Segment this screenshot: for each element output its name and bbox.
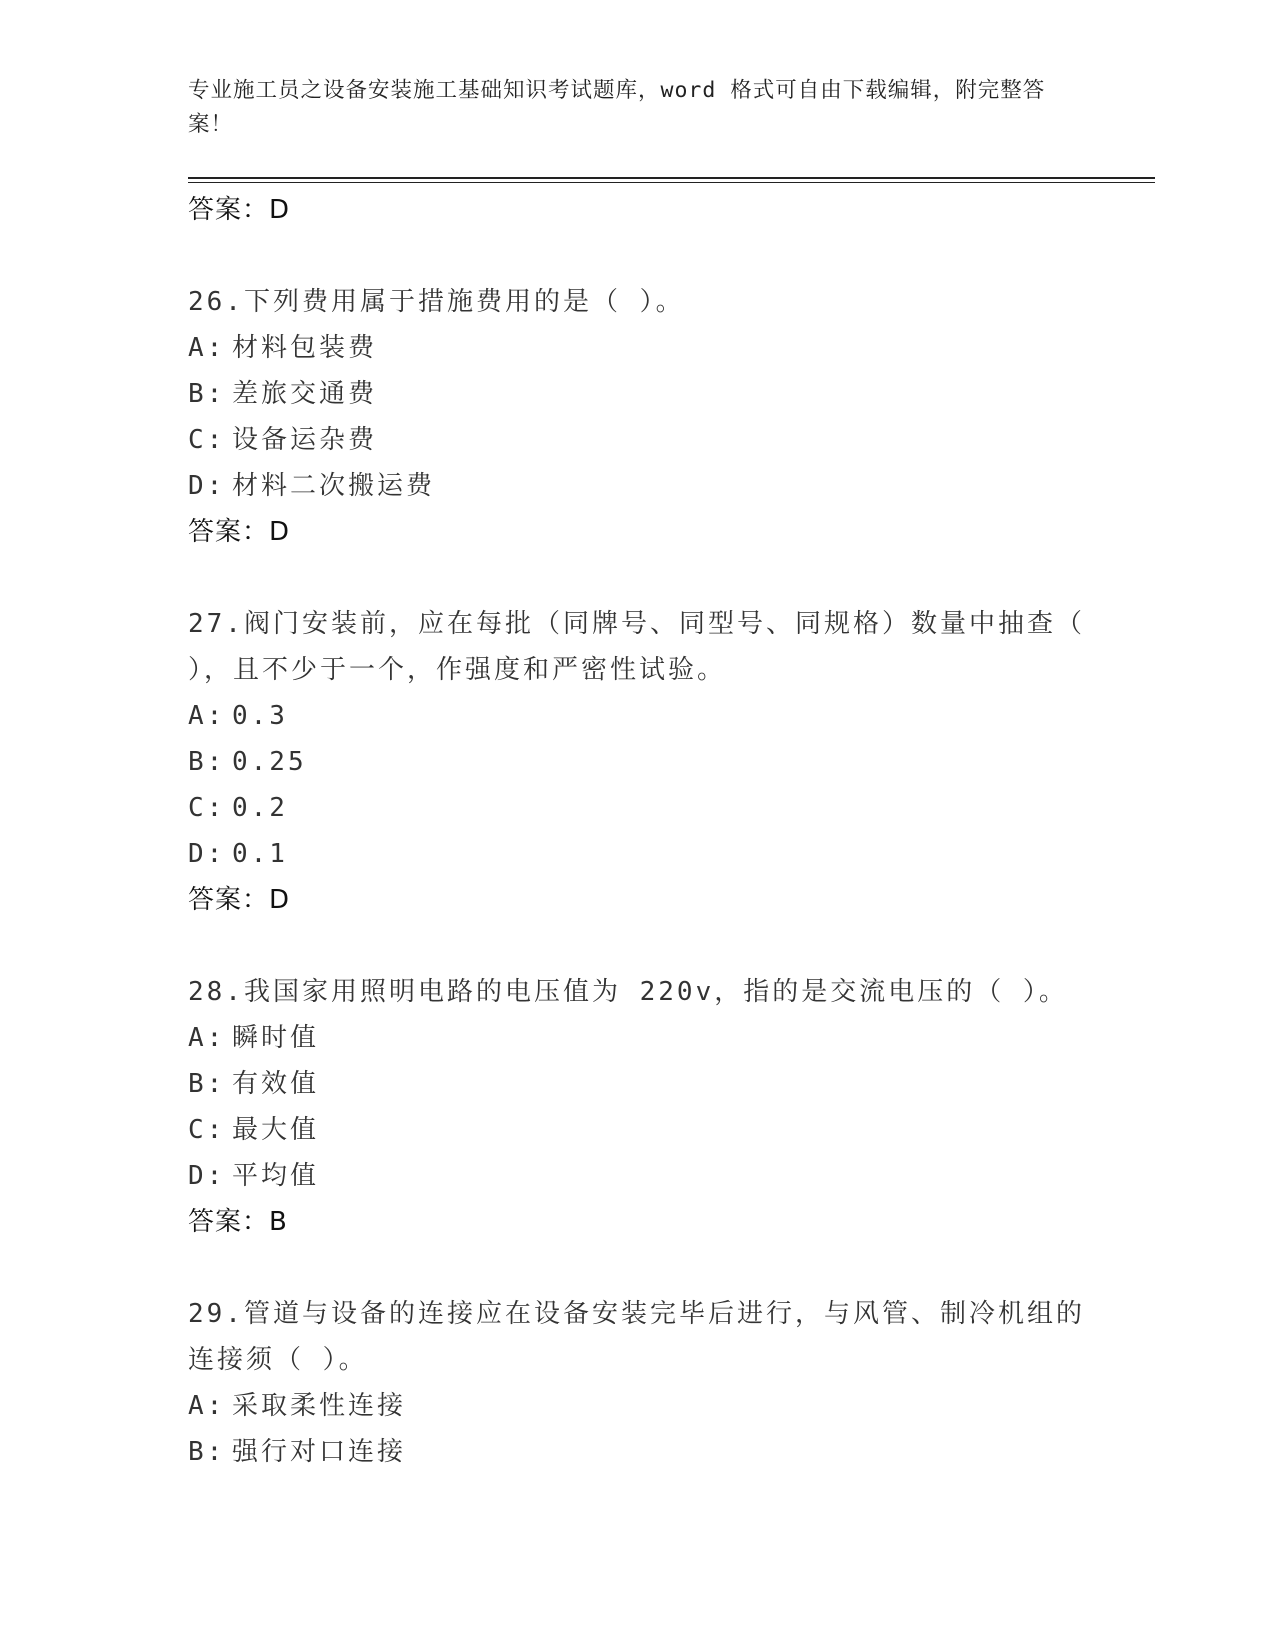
option-text: 平均值 [232,1161,320,1191]
option-text: 差旅交通费 [232,379,378,409]
option-letter: C: [188,793,226,823]
answer-line: 答案：D [188,885,291,915]
answer-line: 答案：D [188,517,291,547]
option-text: 有效值 [232,1069,320,1099]
option-letter: C: [188,425,226,455]
option-b [188,1429,1088,1475]
option-letter: D: [188,1161,226,1191]
option-c [188,417,1088,463]
answer-line: 答案：D [188,195,291,225]
option-letter: B: [188,1437,226,1467]
header-text: 专业施工员之设备安装施工基础知识考试题库，word 格式可自由下载编辑，附完整答案！ [188,78,1046,137]
question-block [188,279,1088,555]
question-text: 28.我国家用照明电路的电压值为 220v，指的是交流电压的（ ）。 [188,977,1068,1007]
option-b [188,371,1088,417]
option-text: 0.3 [232,701,288,731]
option-a [188,1015,1088,1061]
option-b [188,1061,1088,1107]
option-letter: B: [188,1069,226,1099]
option-text: 0.1 [232,839,288,869]
option-text: 0.25 [232,747,307,777]
spacer [188,555,1088,601]
option-text: 材料二次搬运费 [232,471,436,501]
option-a [188,325,1088,371]
option-letter: D: [188,839,226,869]
option-c [188,1107,1088,1153]
option-b [188,739,1088,785]
spacer [188,1245,1088,1291]
option-d [188,463,1088,509]
header-divider-thick [188,177,1155,179]
option-letter: A: [188,1391,226,1421]
option-letter: D: [188,471,226,501]
option-letter: A: [188,333,226,363]
header-divider-thin [188,182,1155,183]
question-block [188,1291,1088,1475]
option-c [188,785,1088,831]
option-text: 强行对口连接 [232,1437,407,1467]
option-a [188,693,1088,739]
answer-line: 答案：B [188,1207,288,1237]
option-a [188,1383,1088,1429]
option-text: 设备运杂费 [232,425,378,455]
question-text: 29.管道与设备的连接应在设备安装完毕后进行，与风管、制冷机组的连接须（ ）。 [188,1299,1085,1375]
question-block [188,969,1088,1245]
option-d [188,831,1088,877]
option-text: 瞬时值 [232,1023,320,1053]
document-header [188,74,1078,142]
question-list [188,187,1088,1475]
option-letter: A: [188,1023,226,1053]
option-letter: A: [188,701,226,731]
question-text: 27.阀门安装前，应在每批（同牌号、同型号、同规格）数量中抽查（ ），且不少于一个，作强度和严密性试验。 [188,609,1085,685]
option-text: 采取柔性连接 [232,1391,407,1421]
option-d [188,1153,1088,1199]
option-letter: C: [188,1115,226,1145]
option-letter: B: [188,747,226,777]
spacer [188,233,1088,279]
question-block [188,601,1088,923]
option-text: 最大值 [232,1115,320,1145]
option-text: 0.2 [232,793,288,823]
question-text: 26.下列费用属于措施费用的是（ ）。 [188,287,685,317]
option-text: 材料包装费 [232,333,378,363]
option-letter: B: [188,379,226,409]
spacer [188,923,1088,969]
